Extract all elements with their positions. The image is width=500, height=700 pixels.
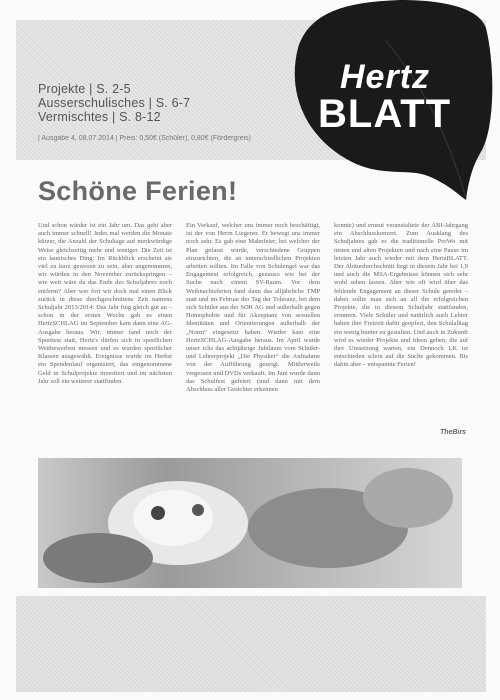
issue-info: | Ausgabe 4, 08.07.2014 | Preis: 0,50€ (Schüler), 0,80€ (Fördergreis) [38, 135, 251, 142]
logo-blatt-text: BLATT [318, 92, 452, 136]
article-column-1 [38, 222, 172, 386]
section-ausserschulisches: Ausserschulisches | S. 6-7 [38, 96, 191, 110]
article-photo [38, 458, 462, 588]
section-projekte: Projekte | S. 2-5 [38, 82, 131, 96]
article-column-3 [334, 222, 468, 370]
article-body [38, 222, 470, 452]
article-paragraph: konnte) und erneut veranstaltete der ABI-Jahrgang ein Abschlusskonzert. Zum Ausklang des Schuljahres gab es die traditionelle ProWo mit neuen und alten Projekten und nach eine Pause im letzten Jahr auch wieder mit dem HertzBLATT. Der Abiturdurchschnitt liegt in diesem Jahr bei 1,9 und auch die MSA-Ergebnisse können sich sehr wohl sehen lassen. Aber wie oft wird über das fehlende Engagement an dieser Schule geredet – dabei sollte man sich an all die erfolgreichen Projekte, die in diesem Schuljahr stattfanden, erinnern. Viele Schüler und natürlich auch Lehrer haben ihre Freizeit dafür geopfert, den Schulalltag ein wenig bunter zu gestalten. Und auch in Zukunft wird es wieder Projekte und Ideen geben, die auf ihre Umsetzung warten, ein Dennoch LK ist entschieden schon auf die Suche gekommen. Bis dahin aber – entspannte Ferien! [334, 222, 468, 369]
article-paragraph: Ein Verkauf, welcher uns immer noch beschäftigt, ist der von Herrn Liegener. Er bewegt uns immer noch sehr. Es gab eine Mahnfeier, bei welcher der Plan gefasst wurde, verschiedene Gruppen einzurichten, die an unterschiedlichen Projekten arbeiten sollten. Im Falle von Schulengel war das Engagement erfolgreich, genauso wie bei der Suche nach einem SV-Raum. Vor dem Weihnachtsferien fand dann das alljährliche TMP statt und im Februar der Tag der Toleranz, bei dem sich Schüler aus der SOR AG und außerhalb gegen Homophobie und für Akzeptanz von sexuellen Identitäten und Orientierungen außerhalb der „Norm“ eingesetzt haben. Wieder kam eine HertzSCHLAG-Ausgabe heraus. Im April wurde unser ichs das achtjährige Jubiläum vom Schüler- und Lehrerprojekt „Die Physiker“ die Aufnahme von der Aufführung gezeigt. Mittlerweile vergessen und DVDs verkauft. Im Juni wurde dann das Schulfest gefeiert (und dann mit dem Abschluss aller Gesichter erkennen [186, 222, 320, 394]
article-headline: Schöne Ferien! [38, 176, 238, 206]
article-column-2 [186, 222, 320, 394]
section-index [38, 82, 190, 124]
section-vermischtes: Vermischtes | S. 8-12 [38, 110, 161, 124]
author-signature: TheBirs [440, 429, 467, 436]
article-paragraph: Und schon wieder ist ein Jahr um. Das geht aber auch immer schnell! Jedes mal werden die Monate kürzer, die Anzahl der Schultage auf merkwürdige Weise gleichzeitig mehr und weniger. Die Zeit ist ein launisches Ding: Im Rückblick erscheint sie viel zu kurz gewesen zu sein, aber angenommen, wir würden in den November zurückspringen – wie weit wäre da das Ende des Schuljahres noch entfernt? Aber wer fort wir doch mal einen Blick zurück in diese durchgeschnittene Zeit namens Schuljahr 2013/2014: Das Jahr fing gleich gut an – schon in der ersten Woche gab es einen HertzSCHLAG im September kam dann eine AG-Ausgabe heraus. Wir, immer fand noch der Sporttest statt, Hertz's dürfen sich in sportlichen Wettbewerben messen und es wurden sportlicher Klassen ausgewählt. Ereignisse wurde im Herbst ein Spendenlauf organisiert, das eingenommene Geld in Schulprojekte investiert und im nächsten Jahr soll ein weiterer stattfinden. [38, 222, 172, 385]
footer-band [16, 596, 486, 692]
logo-hertz-text: Hertz [340, 58, 431, 96]
